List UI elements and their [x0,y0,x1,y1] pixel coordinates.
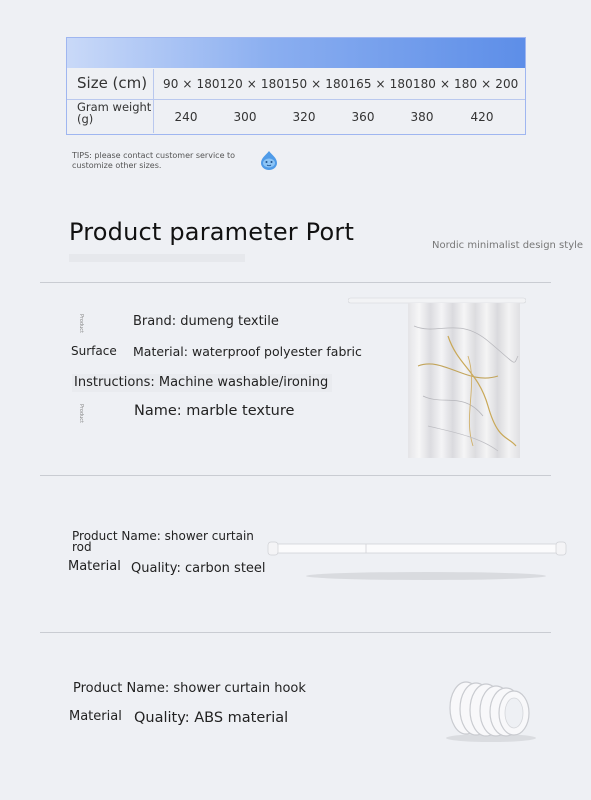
instructions-text: Instructions: Machine washable/ironing [74,375,329,390]
hook-side-label: Material [69,709,122,724]
table-divider [153,69,154,133]
heading-underline [69,254,245,262]
water-drop-icon [258,149,280,171]
hook-product-name: Product Name: shower curtain hook [73,681,306,696]
page-title: Product parameter Port [69,218,355,246]
side-small-label: Product [78,404,84,423]
section-divider [40,282,551,283]
shower-hooks-image [436,674,540,744]
side-label: Surface [71,344,117,358]
gram-cell: 240 [174,110,198,124]
brand-text: Brand: dumeng textile [133,314,279,329]
rod-quality: Quality: carbon steel [131,561,266,576]
section-divider [40,475,551,476]
hook-quality: Quality: ABS material [134,710,289,726]
tips-text: TIPS: please contact customer service to customize other sizes. [72,151,236,170]
marble-curtain-image [348,296,526,460]
gram-cell: 320 [292,110,316,124]
gram-cell: 300 [233,110,257,124]
rod-side-label: Material [68,559,121,574]
size-row-label: Size (cm) [77,74,148,92]
gram-cell: 380 [410,110,434,124]
table-header-bar [67,38,525,68]
material-text: Material: waterproof polyester fabric [133,344,362,359]
size-table [66,37,526,135]
section-divider [40,632,551,633]
size-row-values: 90 × 180120 × 180150 × 180165 × 180180 × 180 × 200 [163,77,519,91]
shower-rod-image [266,536,568,586]
name-text: Name: marble texture [134,403,295,419]
gram-cell: 420 [470,110,494,124]
gram-cell: 360 [351,110,375,124]
page-subtitle: Nordic minimalist design style [432,240,584,251]
rod-product-name: Product Name: shower curtain rod [72,529,254,554]
side-small-label: Product [78,314,84,333]
gram-row-label: Gram weight (g) [77,100,152,126]
